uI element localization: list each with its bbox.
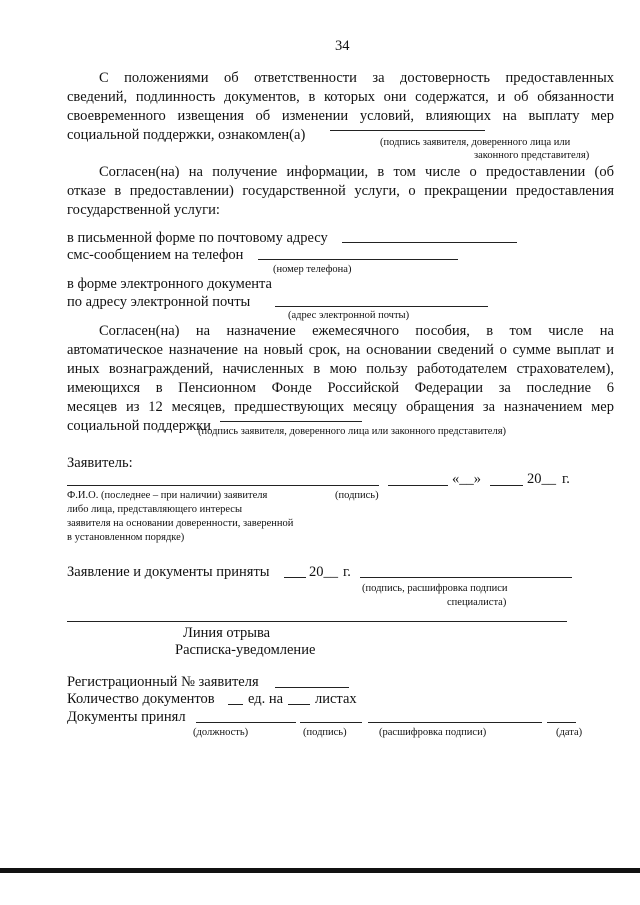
specialist-caption: специалиста) <box>447 597 507 608</box>
electronic-option: в форме электронного документа <box>67 276 272 292</box>
sms-option: смс-сообщением на телефон <box>67 247 244 263</box>
year-field[interactable]: 20__ <box>527 471 556 487</box>
email-field[interactable] <box>275 306 488 307</box>
received-by-label: Документы принял <box>67 709 186 725</box>
text-line: государственной услуги: <box>67 202 220 218</box>
date-caption: (дата) <box>556 727 583 738</box>
signature-field[interactable] <box>300 722 362 723</box>
cut-line <box>67 621 567 622</box>
signature-caption: (подпись заявителя, доверенного лица или законного представителя) <box>198 426 507 437</box>
page-bottom-edge <box>0 868 640 873</box>
email-option: по адресу электронной почты <box>67 294 251 310</box>
postal-address-field[interactable] <box>342 242 517 243</box>
sign-caption: (подпись) <box>335 490 379 501</box>
signature-caption: законного представителя) <box>474 150 590 161</box>
registration-label: Регистрационный № заявителя <box>67 674 259 690</box>
text-line: социальной поддержки, ознакомлен(а) <box>67 127 306 143</box>
text-line: С положениями об ответственности за достоверность предоставленных <box>99 70 614 86</box>
sheet-count-unit: листах <box>315 691 357 707</box>
doc-count-unit: ед. на <box>248 691 284 707</box>
consent-info-paragraph <box>67 163 614 220</box>
page-number: 34 <box>335 38 350 54</box>
accepted-year-suffix: г. <box>343 564 351 580</box>
date-field[interactable]: «__» <box>452 471 481 487</box>
date-field[interactable] <box>547 722 576 723</box>
accepted-day-field[interactable] <box>284 577 306 578</box>
text-line: Согласен(на) на получение информации, в том числе о предоставлении (об <box>99 164 614 180</box>
email-caption: (адрес электронной почты) <box>288 310 410 321</box>
responsibility-paragraph <box>67 69 614 145</box>
position-field[interactable] <box>196 722 296 723</box>
decode-caption: (расшифровка подписи) <box>379 727 487 738</box>
text-line: автоматическое назначение на новый срок, на основании сведений о сумме выплат и <box>67 342 614 358</box>
doc-count-field[interactable] <box>228 704 243 705</box>
text-line: сведений, подлинность документов, в которых они содержатся, и об обязанности <box>67 89 614 105</box>
applicant-signature-field[interactable] <box>388 485 448 486</box>
consent-allowance-paragraph <box>67 322 614 436</box>
position-caption: (должность) <box>193 727 249 738</box>
specialist-caption: (подпись, расшифровка подписи <box>362 583 508 594</box>
text-line: месяцев из 12 месяцев, предшествующих месяцу обращения за назначением мер <box>67 399 614 415</box>
text-line: своевременного извещения об изменении условий, влияющих на выплату мер <box>67 108 614 124</box>
text-line: имеющихся в Пенсионном Фонде Российской Федерации за последние 6 <box>67 380 614 396</box>
signature-decode-field[interactable] <box>368 722 542 723</box>
text-line: иных вознаграждений, начисленных в мою пользу работодателем страхователем), <box>67 361 614 377</box>
signature-caption: (подпись) <box>303 727 347 738</box>
cut-line-label: Линия отрыва <box>183 625 271 641</box>
fio-caption-line: либо лица, представляющего интересы <box>67 504 243 515</box>
receipt-title: Расписка-уведомление <box>175 642 316 658</box>
signature-caption: (подпись заявителя, доверенного лица или <box>380 137 571 148</box>
doc-count-label: Количество документов <box>67 691 215 707</box>
text-line: Согласен(на) на назначение ежемесячного пособия, в том числе на <box>99 323 614 339</box>
phone-field[interactable] <box>258 259 458 260</box>
applicant-label: Заявитель: <box>67 455 133 471</box>
registration-field[interactable] <box>275 687 349 688</box>
fio-caption-line: заявителя на основании доверенности, заверенной <box>67 518 294 529</box>
text-line: социальной поддержки <box>67 418 211 434</box>
accepted-year[interactable]: 20__ <box>309 564 338 580</box>
signature-line[interactable] <box>220 421 362 422</box>
signature-line[interactable] <box>330 130 485 131</box>
phone-caption: (номер телефона) <box>273 264 352 275</box>
year-suffix: г. <box>562 471 570 487</box>
applicant-fio-field[interactable] <box>67 485 379 486</box>
fio-caption: Ф.И.О. (последнее – при наличии) заявителя <box>67 490 268 501</box>
specialist-signature-field[interactable] <box>360 577 572 578</box>
accepted-label: Заявление и документы приняты <box>67 564 270 580</box>
month-field[interactable] <box>490 485 523 486</box>
text-line: отказе в предоставлении) государственной услуги, о прекращении предоставления <box>67 183 614 199</box>
sheet-count-field[interactable] <box>288 704 310 705</box>
fio-caption-line: в установленном порядке) <box>67 532 185 543</box>
postal-option: в письменной форме по почтовому адресу <box>67 230 328 246</box>
